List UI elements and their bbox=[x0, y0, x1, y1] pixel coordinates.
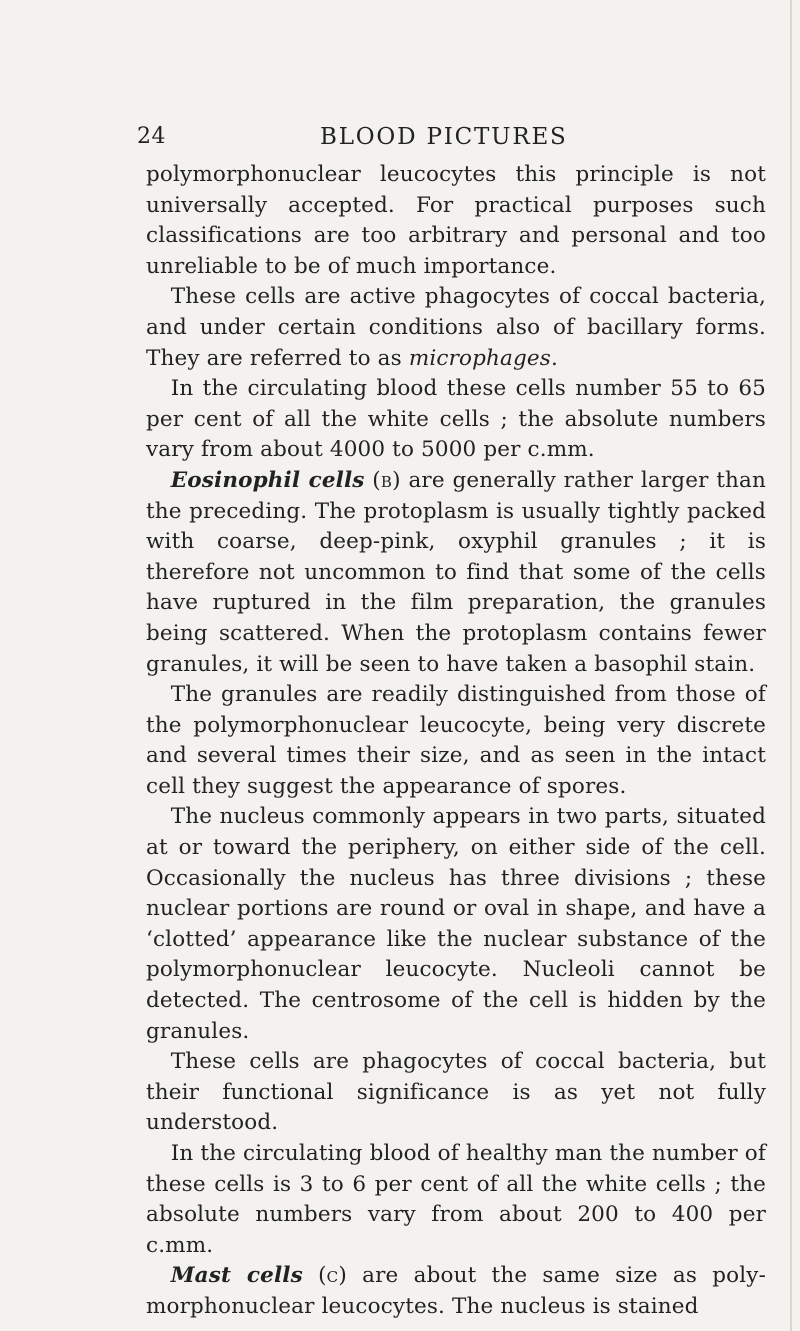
figure-ref-close: ) bbox=[392, 467, 409, 493]
paragraph-text: These cells are active phagocytes of coccal bacteria, and under certain conditions also of bacillary forms. They are referred to as bbox=[146, 284, 766, 371]
term-mast-cells: Mast cells bbox=[170, 1263, 303, 1289]
paragraph-3 bbox=[146, 374, 766, 466]
paragraph-text: These cells are phagocytes of coccal bacteria, but their functional significance is as yet not fully understood. bbox=[146, 1049, 766, 1136]
body-text bbox=[146, 160, 766, 1323]
figure-ref-close: ) bbox=[338, 1263, 363, 1289]
paragraph-5 bbox=[146, 680, 766, 802]
page-edge-shadow bbox=[790, 0, 792, 1331]
figure-ref: c bbox=[326, 1263, 339, 1289]
figure-ref-open: ( bbox=[302, 1263, 327, 1289]
paragraph-text: The granules are readily distinguished from those of the polymorphonuclear leucocyte, being very discrete and several times their size, and as seen in the intact cell they suggest the appearance of spores. bbox=[146, 682, 766, 799]
paragraph-text: In the circulating blood these cells number 55 to 65 per cent of all the white cells ; the absolute numbers vary from about 4000 to 5000 per c.mm. bbox=[146, 376, 766, 463]
figure-ref-open: ( bbox=[364, 467, 381, 493]
paragraph-2 bbox=[146, 282, 766, 374]
paragraph-4 bbox=[146, 466, 766, 680]
running-head: BLOOD PICTURES bbox=[320, 124, 568, 150]
page-header bbox=[0, 124, 800, 156]
paragraph-text: are about the same size as poly-morphonuclear leucocytes. The nucleus is stained bbox=[146, 1263, 766, 1319]
term-eosinophil-cells: Eosinophil cells bbox=[170, 467, 365, 493]
paragraph-text: polymorphonuclear leucocytes this principle is not universally accepted. For practical purposes such classifications are too arbitrary and personal and too unreliable to be of much importance. bbox=[146, 162, 766, 279]
paragraph-7 bbox=[146, 1047, 766, 1139]
figure-ref: b bbox=[380, 467, 393, 493]
paragraph-1 bbox=[146, 160, 766, 282]
paragraph-6 bbox=[146, 802, 766, 1047]
paragraph-8 bbox=[146, 1139, 766, 1261]
paragraph-9 bbox=[146, 1261, 766, 1322]
paragraph-text: are generally rather larger than the preceding. The protoplasm is usually tightly packed with coarse, deep-pink, oxyphil granules ; it is therefore not uncommon to find that some of the cells have ruptured in the film preparation, the granules being scattered. When the protoplasm contains fewer granules, it will be seen to have taken a basophil stain. bbox=[146, 467, 766, 677]
paragraph-text: The nucleus commonly appears in two parts, situated at or toward the periphery, on either side of the cell. Occasionally the nucleus has three divisions ; these nuclear portions are round or oval in shape, and have a ‘clotted’ appearance like the nuclear substance of the polymorphonuclear leucocyte. Nucleoli cannot be detected. The centrosome of the cell is hidden by the granules. bbox=[146, 804, 766, 1044]
term-microphages: microphages bbox=[408, 345, 551, 371]
page-number: 24 bbox=[137, 124, 166, 149]
paragraph-suffix: . bbox=[550, 345, 558, 371]
paragraph-text: In the circulating blood of healthy man the number of these cells is 3 to 6 per cent of all the white cells ; the absolute numbers vary from about 200 to 400 per c.mm. bbox=[146, 1141, 766, 1258]
